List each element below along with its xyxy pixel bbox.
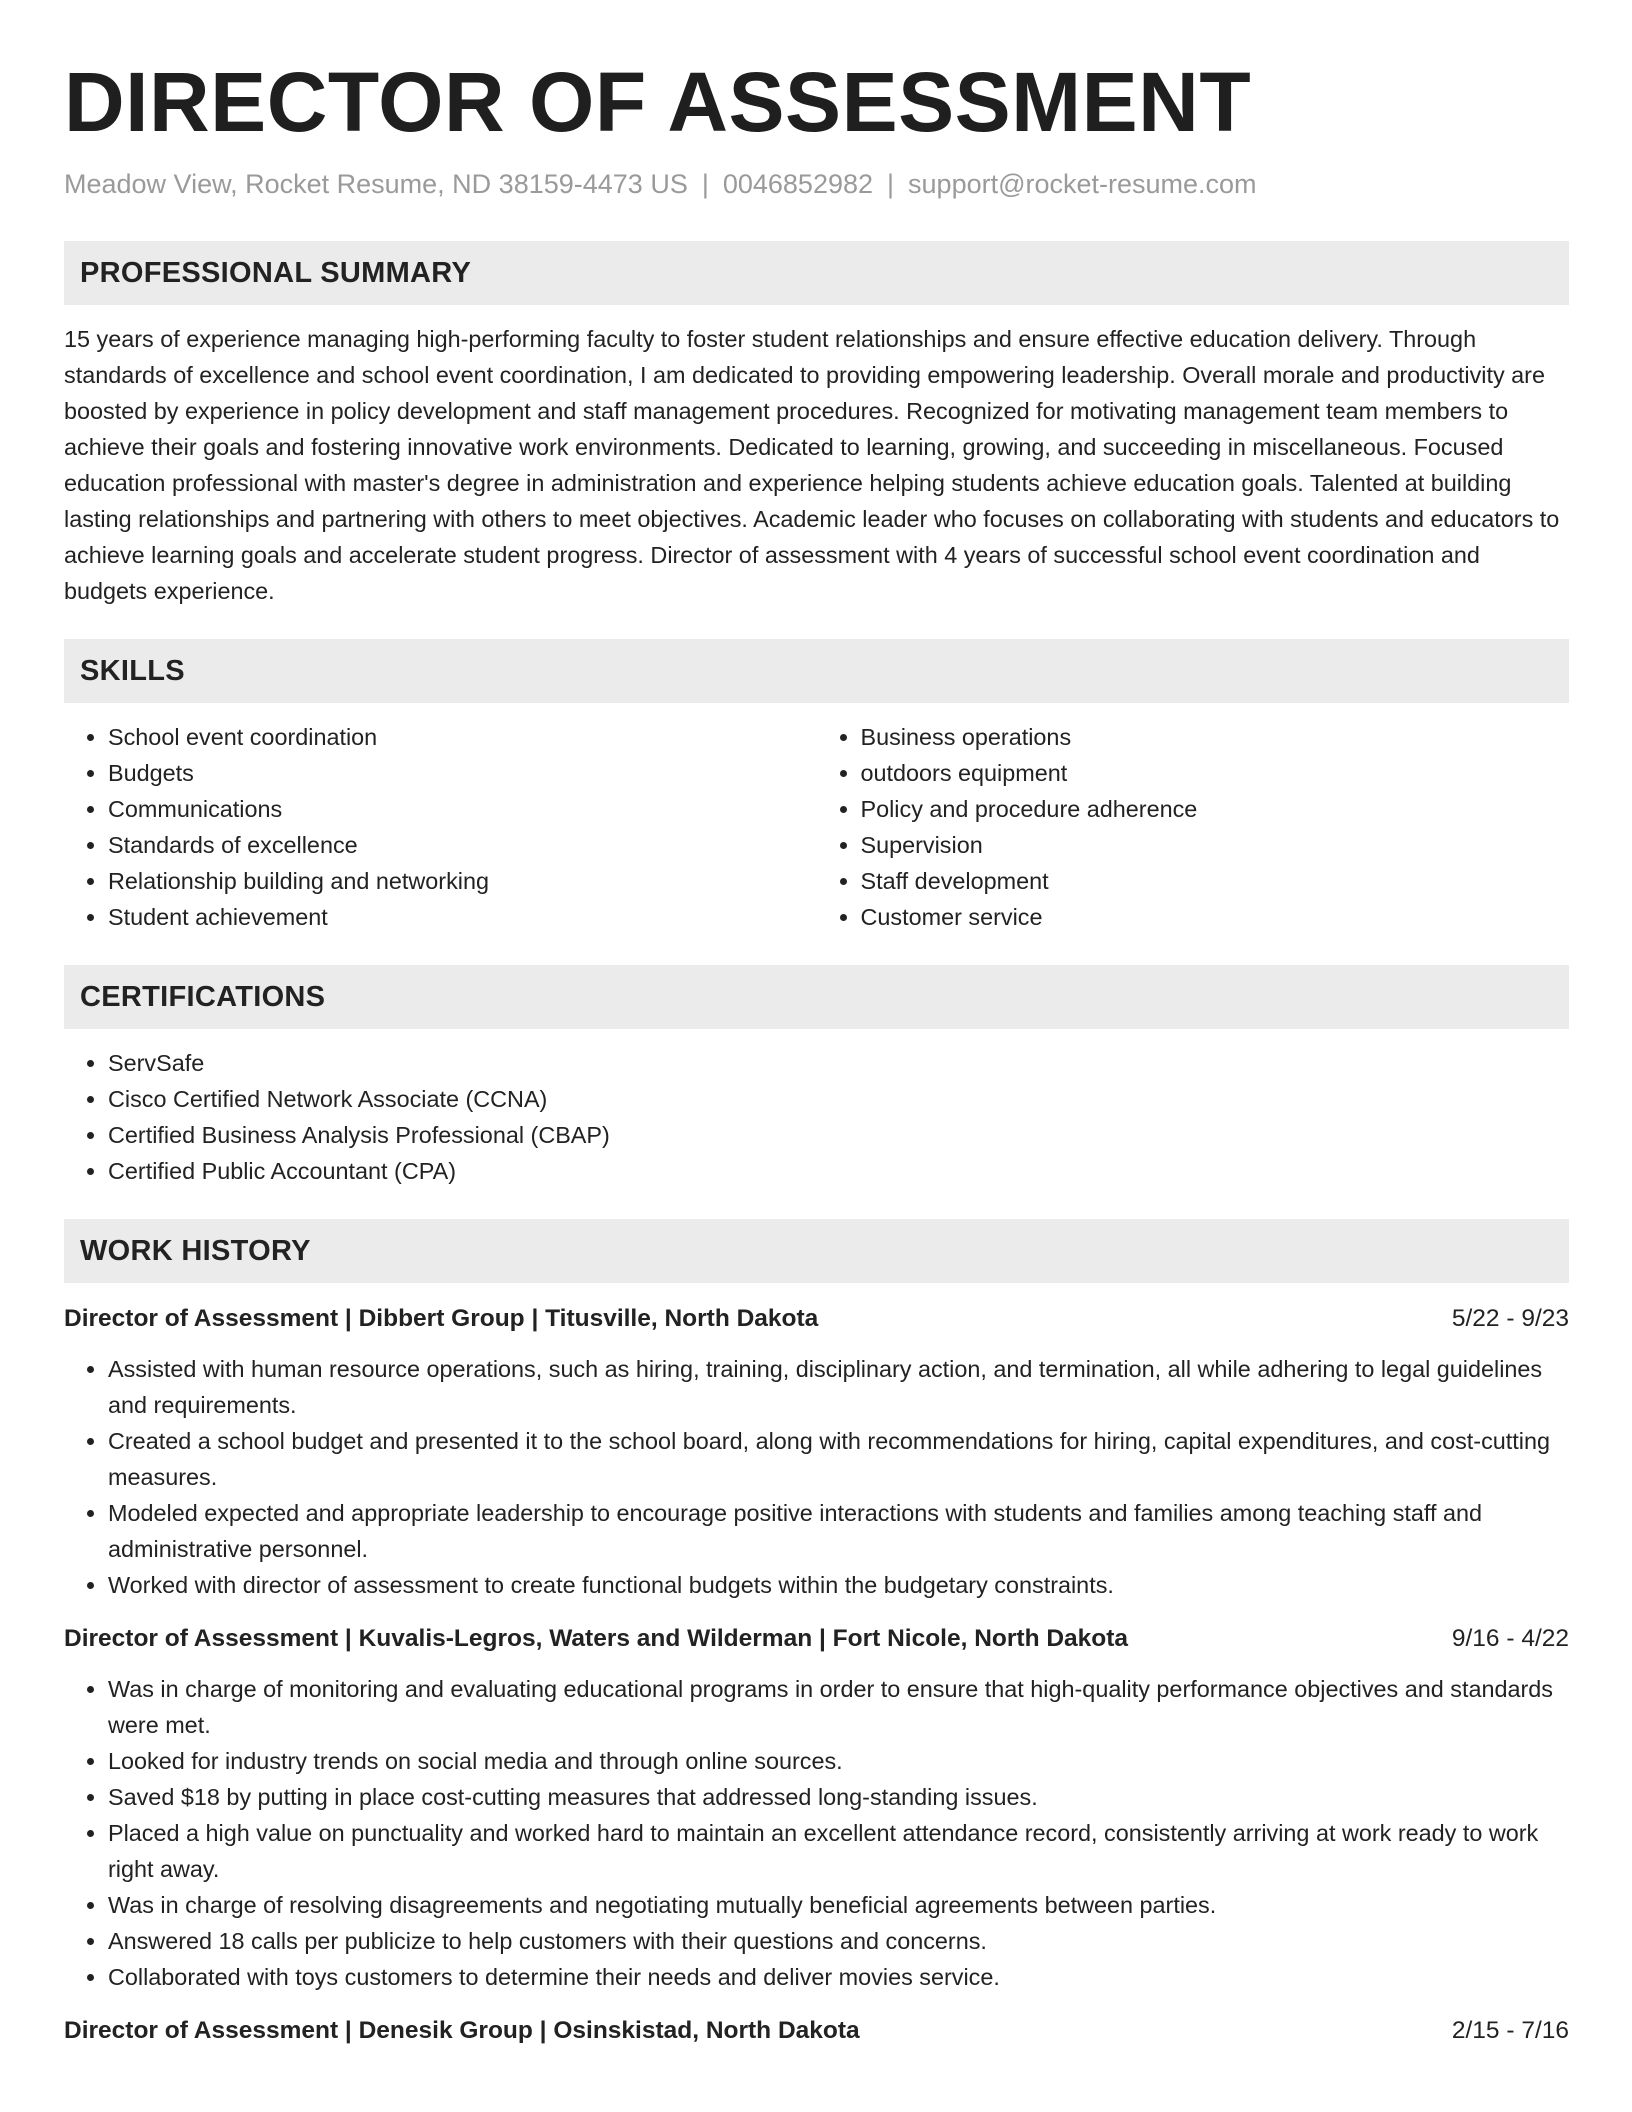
- job-entry: [64, 1621, 1569, 1995]
- contact-email: support@rocket-resume.com: [908, 169, 1257, 199]
- job-bullet: • Created a school budget and presented it to the school board, along with recommendations for hiring, capital expenditures, and cost-cutting measures.: [108, 1423, 1569, 1495]
- summary-heading: PROFESSIONAL SUMMARY: [80, 256, 472, 289]
- skill-item: • Student achievement: [108, 899, 817, 935]
- skills-list-left: [64, 719, 817, 935]
- job-title: Director of Assessment | Dibbert Group | Titusville, North Dakota: [64, 1305, 819, 1332]
- certifications-section-header: [64, 965, 1569, 1029]
- job-bullets: [64, 1351, 1569, 1603]
- skill-item: • Policy and procedure adherence: [861, 791, 1570, 827]
- summary-text: 15 years of experience managing high-performing faculty to foster student relationships and ensure effective education delivery. Through standards of excellence and school event coordination, I am dedicated to providing empowering leadership. Overall morale and productivity are boosted by experience in policy development and staff management procedures. Recognized for motivating management team members to achieve their goals and fostering innovative work environments. Dedicated to learning, growing, and succeeding in miscellaneous. Focused education professional with master's degree in administration and experience helping students achieve education goals. Talented at building lasting relationships and partnering with others to meet objectives. Academic leader who focuses on collaborating with students and educators to achieve learning goals and accelerate student progress. Director of assessment with 4 years of successful school event coordination and budgets experience.: [64, 326, 1560, 604]
- job-header: [64, 2013, 1569, 2049]
- contact-separator: |: [887, 169, 895, 199]
- skill-item: • Customer service: [861, 899, 1570, 935]
- job-bullet: • Saved $18 by putting in place cost-cutting measures that addressed long-standing issues.: [108, 1779, 1569, 1815]
- skills-section-header: [64, 639, 1569, 703]
- certification-item: • Certified Public Accountant (CPA): [108, 1153, 1569, 1189]
- skill-item: • Business operations: [861, 719, 1570, 755]
- skill-item: • Communications: [108, 791, 817, 827]
- job-title: Director of Assessment | Kuvalis-Legros, Waters and Wilderman | Fort Nicole, North Dakota: [64, 1625, 1129, 1652]
- skills-list-right: [817, 719, 1570, 935]
- job-bullet: • Was in charge of monitoring and evaluating educational programs in order to ensure that high-quality performance objectives and standards were met.: [108, 1671, 1569, 1743]
- job-bullet: • Collaborated with toys customers to determine their needs and deliver movies service.: [108, 1959, 1569, 1995]
- job-dates: 2/15 - 7/16: [1451, 2017, 1569, 2044]
- work-history-heading: WORK HISTORY: [80, 1234, 311, 1267]
- job-bullet: • Placed a high value on punctuality and worked hard to maintain an excellent attendance record, consistently arriving at work ready to work right away.: [108, 1815, 1569, 1887]
- contact-address: Meadow View, Rocket Resume, ND 38159-4473 US: [64, 169, 688, 199]
- job-bullet: • Was in charge of resolving disagreements and negotiating mutually beneficial agreements between parties.: [108, 1887, 1569, 1923]
- job-dates: 9/16 - 4/22: [1451, 1625, 1569, 1652]
- skill-item: • outdoors equipment: [861, 755, 1570, 791]
- contact-line: [64, 166, 1569, 202]
- resume-title: DIRECTOR OF ASSESSMENT: [64, 55, 1252, 149]
- job-bullets: [64, 1671, 1569, 1995]
- job-title: Director of Assessment | Denesik Group | Osinskistad, North Dakota: [64, 2017, 860, 2044]
- skills-grid: [64, 703, 1569, 935]
- skill-item: • Staff development: [861, 863, 1570, 899]
- job-entry: [64, 1301, 1569, 1603]
- skill-item: • Standards of excellence: [108, 827, 817, 863]
- work-history-section-header: [64, 1219, 1569, 1283]
- certification-item: • Cisco Certified Network Associate (CCNA): [108, 1081, 1569, 1117]
- certification-item: • Certified Business Analysis Professional (CBAP): [108, 1117, 1569, 1153]
- job-header: [64, 1621, 1569, 1657]
- job-dates: 5/22 - 9/23: [1451, 1305, 1569, 1332]
- job-bullet: • Modeled expected and appropriate leadership to encourage positive interactions with students and families among teaching staff and administrative personnel.: [108, 1495, 1569, 1567]
- summary-section-header: [64, 241, 1569, 305]
- skill-item: • Supervision: [861, 827, 1570, 863]
- skill-item: • School event coordination: [108, 719, 817, 755]
- job-header: [64, 1301, 1569, 1337]
- job-entry: [64, 2013, 1569, 2049]
- skills-heading: SKILLS: [80, 654, 185, 687]
- certification-item: • ServSafe: [108, 1045, 1569, 1081]
- job-bullet: • Looked for industry trends on social media and through online sources.: [108, 1743, 1569, 1779]
- certifications-list: [64, 1045, 1569, 1189]
- contact-phone: 0046852982: [722, 169, 874, 199]
- job-bullet: • Assisted with human resource operations, such as hiring, training, disciplinary action, and termination, all while adhering to legal guidelines and requirements.: [108, 1351, 1569, 1423]
- job-bullet: • Worked with director of assessment to create functional budgets within the budgetary constraints.: [108, 1567, 1569, 1603]
- skill-item: • Budgets: [108, 755, 817, 791]
- contact-separator: |: [701, 169, 709, 199]
- certifications-heading: CERTIFICATIONS: [80, 980, 326, 1013]
- skill-item: • Relationship building and networking: [108, 863, 817, 899]
- job-bullet: • Answered 18 calls per publicize to help customers with their questions and concerns.: [108, 1923, 1569, 1959]
